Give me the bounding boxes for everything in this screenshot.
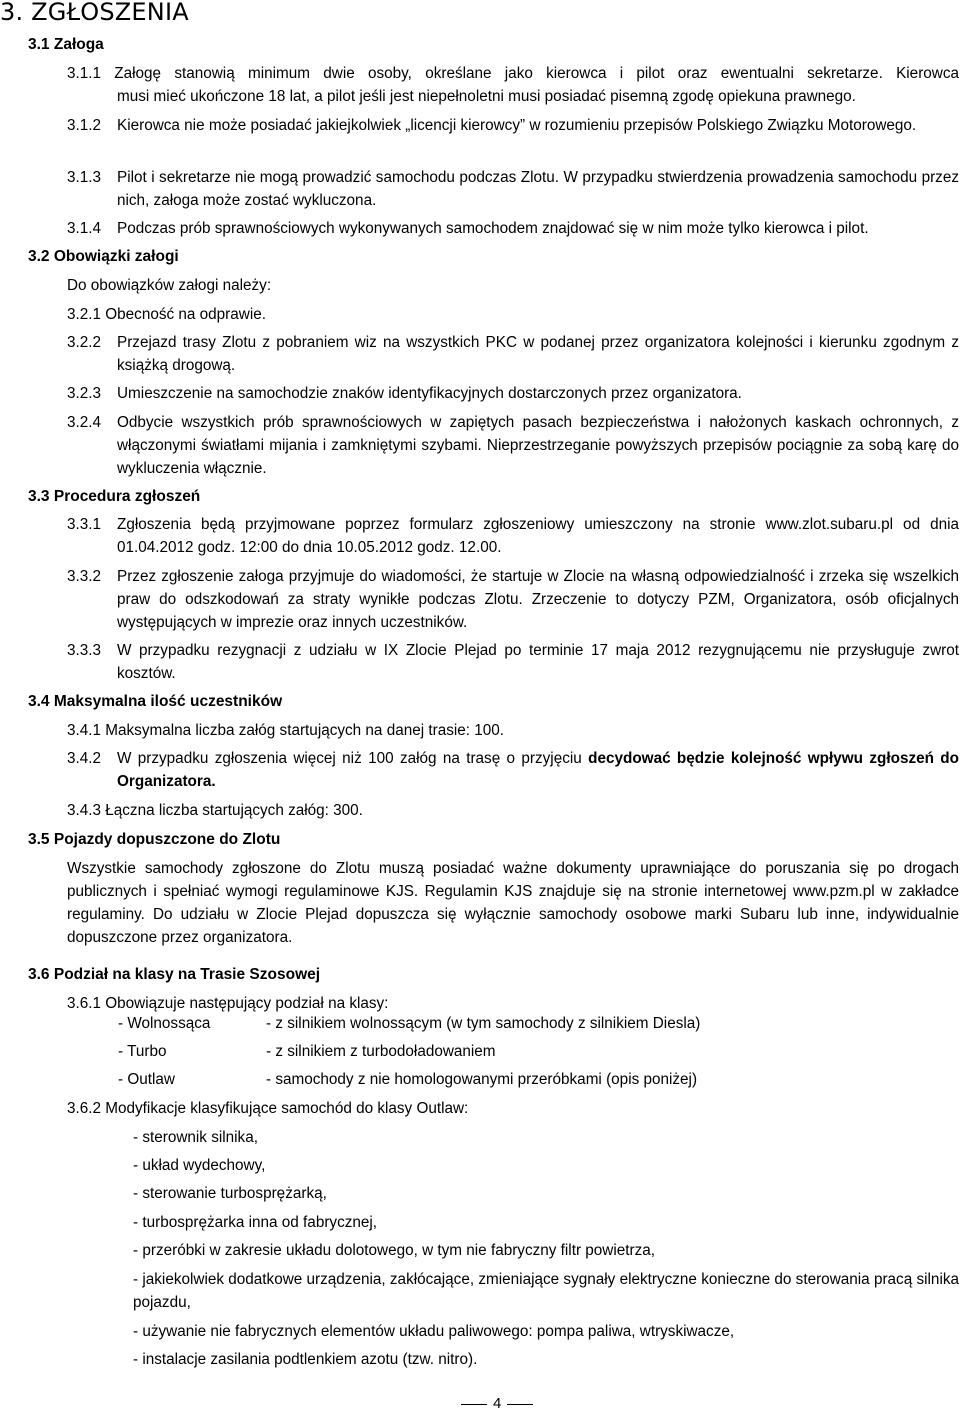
vehicles-paragraph: Wszystkie samochody zgłoszone do Zlotu muszą posiadać ważne dokumenty uprawniające do poruszania się po drogach publicznych i spełniać wymogi regulaminowe KJS. Regulamin KJS znajduje się na stronie internetowej www.pzm.pl w zakładce regulaminy. Do udziału w Zlocie Plejad dopuszcza się wyłącznie samochody osobowe marki Subaru lub inne, indywidualnie dopuszczone przez organizatora. xyxy=(67,860,959,946)
duties-intro: Do obowiązków załogi należy: xyxy=(67,277,272,294)
item-number: 3.1.4 xyxy=(67,220,102,237)
item-text: Podczas prób sprawnościowych wykonywanych samochodem znajdować się w nim może tylko kierowca i pilot. xyxy=(117,220,869,237)
subsection-title-3-3: 3.3 Procedura zgłoszeń xyxy=(28,488,201,505)
item-text: Pilot i sekretarze nie mogą prowadzić samochodu podczas Zlotu. W przypadku stwierdzenia prowadzenia samochodu przez nich, załoga może zostać wykluczona. xyxy=(117,169,959,209)
item-3-3-2 xyxy=(67,565,959,634)
item-3-3-1 xyxy=(67,513,959,559)
footer-rule-right xyxy=(507,1404,533,1405)
outlaw-mod-item: - sterowanie turbosprężarką, xyxy=(133,1185,327,1202)
subsection-title-3-5: 3.5 Pojazdy dopuszczone do Zlotu xyxy=(28,831,281,848)
subsection-title-3-4: 3.4 Maksymalna ilość uczestników xyxy=(28,693,283,710)
class-name: - Outlaw xyxy=(118,1071,175,1088)
item-3-1-4 xyxy=(67,217,959,240)
item-3-4-2 xyxy=(67,747,959,793)
item-text-plain: W przypadku zgłoszenia więcej niż 100 załóg na trasę o przyjęciu xyxy=(117,750,589,767)
page-number: 4 xyxy=(493,1395,502,1412)
item-number: 3.2.3 xyxy=(67,385,102,402)
outlaw-mod-item: - instalacje zasilania podtlenkiem azotu (tzw. nitro). xyxy=(133,1351,478,1368)
item-text: Zgłoszenia będą przyjmowane poprzez formularz zgłoszeniowy umieszczony na stronie www.zlot.subaru.pl od dnia 01.04.2012 godz. 12:00 do dnia 10.05.2012 godz. 12.00. xyxy=(117,516,959,556)
class-description: - z silnikiem wolnossącym (w tym samochody z silnikiem Diesla) xyxy=(266,1015,701,1032)
subsection-title-3-1: 3.1 Załoga xyxy=(28,36,104,53)
item-text: Przejazd trasy Zlotu z pobraniem wiz na wszystkich PKC w podanej przez organizatora kolejności i kierunku zgodnym z książką drogową. xyxy=(117,334,959,374)
item-text: Kierowca nie może posiadać jakiejkolwiek „licencji kierowcy” w rozumieniu przepisów Polskiego Związku Motorowego. xyxy=(117,117,917,134)
item-3-2-4 xyxy=(67,411,959,480)
item-3-6-1: 3.6.1 Obowiązuje następujący podział na klasy: xyxy=(67,995,389,1012)
item-text: W przypadku rezygnacji z udziału w IX Zlocie Plejad po terminie 17 maja 2012 rezygnującemu nie przysługuje zwrot kosztów. xyxy=(117,642,959,682)
item-number: 3.4.2 xyxy=(67,750,102,767)
subsection-title-3-6: 3.6 Podział na klasy na Trasie Szosowej xyxy=(28,966,321,983)
item-number: 3.3.2 xyxy=(67,568,102,585)
item-3-1-1-line1: 3.1.1 Załogę stanowią minimum dwie osoby, określane jako kierowca i pilot oraz ewentualni sekretarze. Kierowca xyxy=(67,65,959,82)
outlaw-mod-item: - używanie nie fabrycznych elementów układu paliwowego: pompa paliwa, wtryskiwacze, xyxy=(133,1323,735,1340)
item-number: 3.2.2 xyxy=(67,334,102,351)
class-description: - samochody z nie homologowanymi przeróbkami (opis poniżej) xyxy=(266,1071,698,1088)
item-number: 3.2.4 xyxy=(67,414,102,431)
subsection-title-3-2: 3.2 Obowiązki załogi xyxy=(28,248,179,265)
item-text: Umieszczenie na samochodzie znaków identyfikacyjnych dostarczonych przez organizatora. xyxy=(117,385,742,402)
outlaw-mod-item: - turbosprężarka inna od fabrycznej, xyxy=(133,1214,378,1231)
item-text-bold: decydować będzie kolejność wpływu zgłoszeń do Organizatora. xyxy=(117,750,959,790)
item-number: 3.3.1 xyxy=(67,516,102,533)
section-heading: 3. ZGŁOSZENIA xyxy=(0,0,189,26)
item-3-1-3 xyxy=(67,166,959,212)
outlaw-mod-item: - jakiekolwiek dodatkowe urządzenia, zakłócające, zmieniające sygnały elektryczne konieczne do sterowania pracą silnika pojazdu, xyxy=(133,1271,959,1311)
item-number: 3.1.2 xyxy=(67,117,102,134)
item-number: 3.1.3 xyxy=(67,169,102,186)
item-3-1-2 xyxy=(67,114,959,137)
class-name: - Turbo xyxy=(118,1043,167,1060)
item-3-2-2 xyxy=(67,331,959,377)
item-3-6-2: 3.6.2 Modyfikacje klasyfikujące samochód do klasy Outlaw: xyxy=(67,1100,469,1117)
item-3-3-3 xyxy=(67,639,959,685)
class-name: - Wolnossąca xyxy=(118,1015,211,1032)
class-description: - z silnikiem z turbodoładowaniem xyxy=(266,1043,496,1060)
outlaw-mod-item: - przeróbki w zakresie układu dolotowego, w tym nie fabryczny filtr powietrza, xyxy=(133,1242,656,1259)
item-number: 3.3.3 xyxy=(67,642,102,659)
item-3-2-3 xyxy=(67,382,959,405)
footer-rule-left xyxy=(461,1404,487,1405)
item-3-2-1: 3.2.1 Obecność na odprawie. xyxy=(67,306,266,323)
item-text: Odbycie wszystkich prób sprawnościowych w zapiętych pasach bezpieczeństwa i nałożonych kaskach ochronnych, z włączonymi światłami mijania i zamkniętymi szybami. Nieprzestrzeganie powyższych przepisów pociągnie za sobą karę do wykluczenia włącznie. xyxy=(117,414,959,477)
item-3-1-1 xyxy=(67,62,959,108)
item-text xyxy=(117,747,959,793)
item-3-4-1: 3.4.1 Maksymalna liczba załóg startujących na danej trasie: 100. xyxy=(67,722,505,739)
outlaw-mod-item: - układ wydechowy, xyxy=(133,1157,266,1174)
item-3-1-1-line2: musi mieć ukończone 18 lat, a pilot jeśli jest niepełnoletni musi posiadać pisemną zgodę opiekuna prawnego. xyxy=(117,88,856,105)
outlaw-mod-item: - sterownik silnika, xyxy=(133,1129,258,1146)
item-3-4-3: 3.4.3 Łączna liczba startujących załóg: 300. xyxy=(67,802,363,819)
page-footer xyxy=(455,1392,539,1415)
item-text: Przez zgłoszenie załoga przyjmuje do wiadomości, że startuje w Zlocie na własną odpowiedzialność i zrzeka się wszelkich praw do odszkodowań za straty wynikłe podczas Zlotu. Zrzeczenie to dotyczy PZM, Organizatora, osób oficjalnych występujących w imprezie oraz innych uczestników. xyxy=(117,568,959,631)
